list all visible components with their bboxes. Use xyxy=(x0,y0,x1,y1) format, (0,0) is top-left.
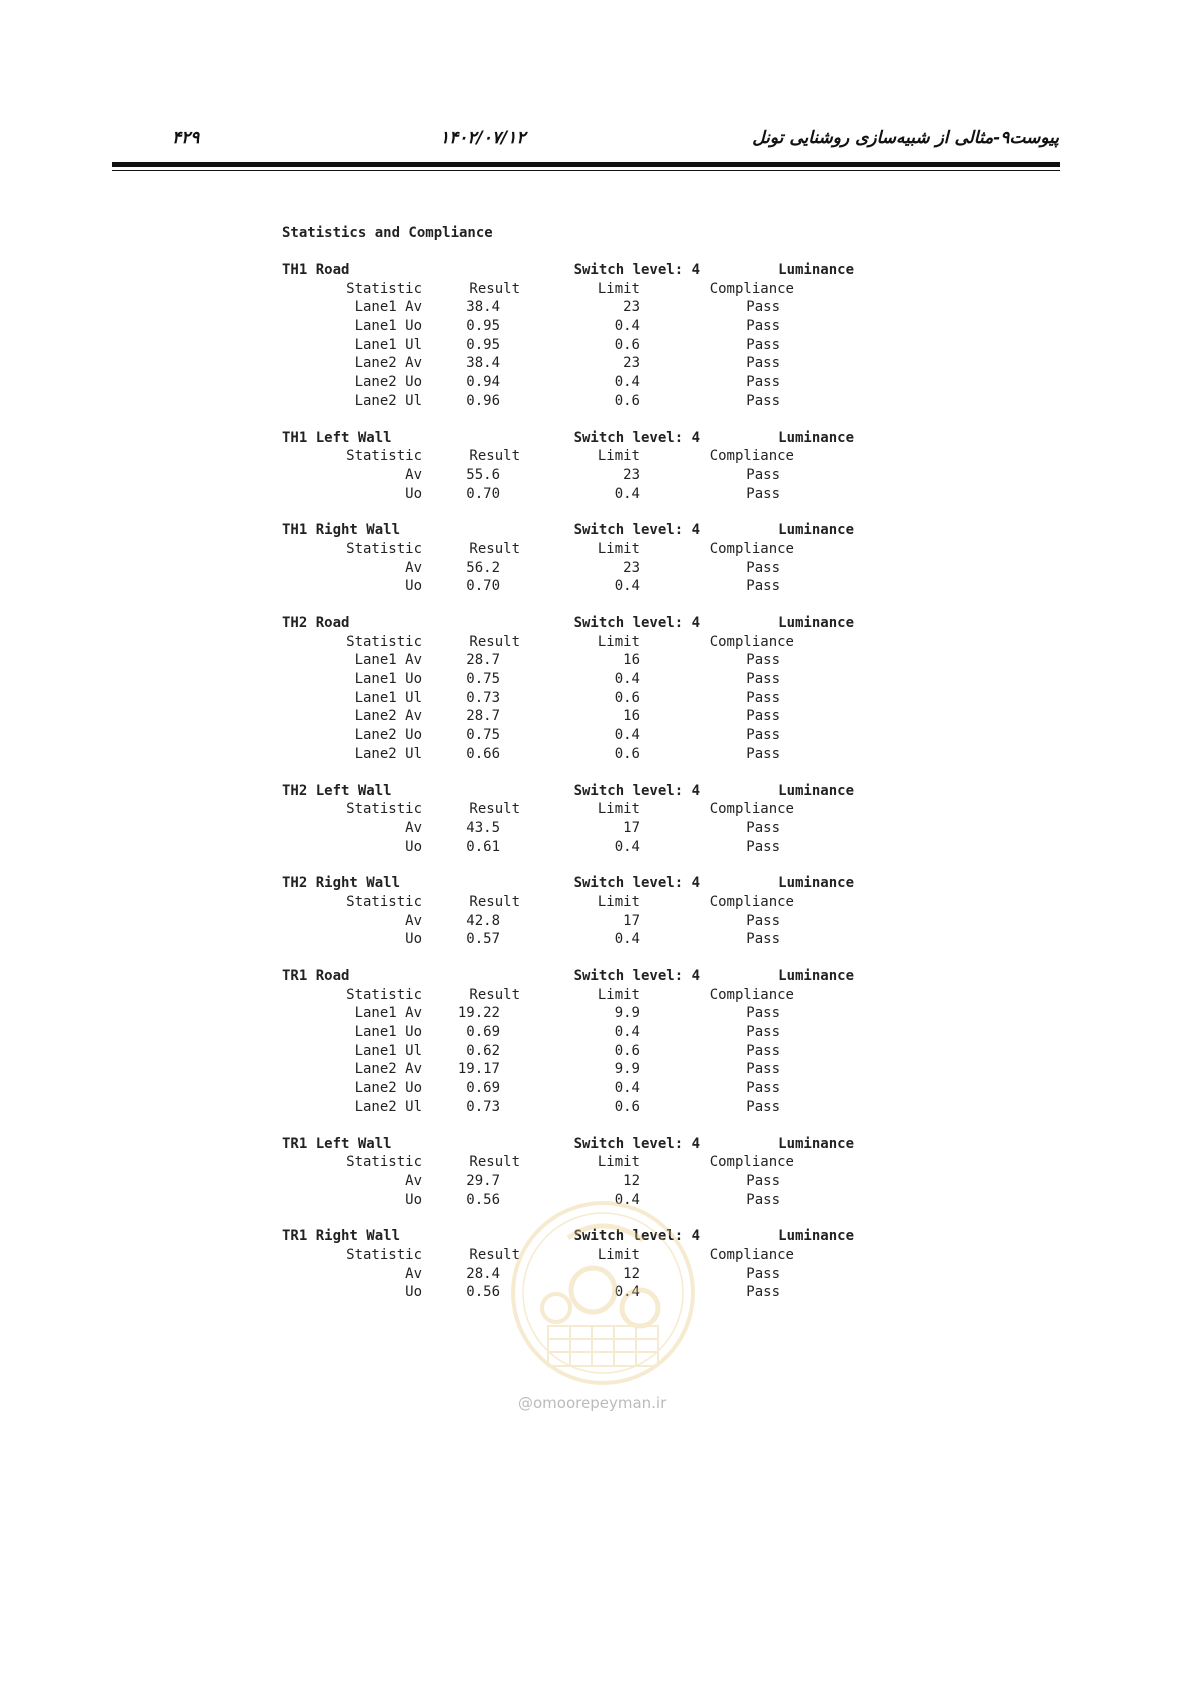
table-cell: Uo xyxy=(405,1284,422,1301)
table-cell: 0.69 xyxy=(466,1080,500,1097)
column-header: Limit xyxy=(597,633,640,650)
table-row xyxy=(282,466,854,485)
switch-level: Switch level: 4 xyxy=(573,968,700,984)
table-cell: Pass xyxy=(746,336,780,353)
table-cell: 0.6 xyxy=(614,1042,640,1059)
table-cell: Pass xyxy=(746,1080,780,1097)
table-cell: Pass xyxy=(746,392,780,409)
column-header: Result xyxy=(469,540,520,557)
section-header xyxy=(282,429,854,448)
header-date: ۱۴۰۲/۰۷/۱۲ xyxy=(440,128,526,148)
table-row xyxy=(282,354,854,373)
table-row xyxy=(282,689,854,708)
section-header xyxy=(282,967,854,986)
table-cell: Pass xyxy=(746,578,780,595)
header-title: پیوست۹-مثالی از شبیه‌سازی روشنایی تونل xyxy=(752,128,1059,148)
table-cell: Pass xyxy=(746,931,780,948)
table-cell: Pass xyxy=(746,355,780,372)
table-row xyxy=(282,651,854,670)
column-header: Limit xyxy=(597,280,640,297)
section-name: TR1 Left Wall xyxy=(282,1135,392,1152)
switch-level: Switch level: 4 xyxy=(573,1228,700,1245)
table-row xyxy=(282,1172,854,1191)
table-cell: Lane2 Ul xyxy=(354,745,422,762)
table-cell: 0.66 xyxy=(466,745,500,762)
section-type: Luminance xyxy=(778,615,854,631)
section-name: TH2 Road xyxy=(282,615,350,631)
column-header: Result xyxy=(469,1154,520,1171)
switch-level: Switch level: 4 xyxy=(573,782,700,799)
column-header: Result xyxy=(469,448,520,465)
table-row xyxy=(282,559,854,578)
section-header xyxy=(282,521,854,540)
section-name: TH1 Road xyxy=(282,262,350,278)
table-cell: Uo xyxy=(405,485,422,502)
table-row xyxy=(282,745,854,764)
switch-level: Switch level: 4 xyxy=(573,1135,700,1152)
table-cell: 42.8 xyxy=(466,912,500,929)
table-cell: 0.4 xyxy=(614,318,640,335)
table-cell: 0.4 xyxy=(614,727,640,744)
table-cell: Pass xyxy=(746,1191,780,1208)
table-cell: 38.4 xyxy=(466,299,500,316)
report-section xyxy=(282,967,854,1117)
table-cell: Lane2 Av xyxy=(354,355,422,372)
report-section xyxy=(282,429,854,504)
column-header: Compliance xyxy=(709,280,794,297)
table-cell: 9.9 xyxy=(614,1061,640,1078)
column-header: Result xyxy=(469,633,520,650)
table-cell: 38.4 xyxy=(466,355,500,372)
table-cell: 17 xyxy=(623,819,640,836)
table-cell: 0.57 xyxy=(466,931,500,948)
report-section xyxy=(282,782,854,857)
table-cell: Pass xyxy=(746,652,780,669)
table-cell: Lane2 Ul xyxy=(354,1098,422,1115)
column-header: Compliance xyxy=(709,986,794,1003)
table-cell: 0.56 xyxy=(466,1191,500,1208)
watermark-logo xyxy=(508,1198,698,1388)
table-cell: Uo xyxy=(405,578,422,595)
column-header: Statistic xyxy=(346,1154,422,1171)
section-header xyxy=(282,874,854,893)
section-type: Luminance xyxy=(778,1228,854,1245)
table-cell: Uo xyxy=(405,838,422,855)
column-header: Statistic xyxy=(346,986,422,1003)
table-cell: 0.4 xyxy=(614,671,640,688)
table-cell: 0.6 xyxy=(614,1098,640,1115)
section-header xyxy=(282,261,854,280)
table-row xyxy=(282,726,854,745)
section-type: Luminance xyxy=(778,875,854,892)
table-cell: Pass xyxy=(746,1265,780,1282)
section-header xyxy=(282,782,854,801)
table-cell: Av xyxy=(405,466,422,483)
table-cell: 0.4 xyxy=(614,1191,640,1208)
column-header: Statistic xyxy=(346,540,422,557)
section-header xyxy=(282,1135,854,1154)
table-row xyxy=(282,838,854,857)
table-row xyxy=(282,317,854,336)
table-cell: Pass xyxy=(746,671,780,688)
table-cell: Lane1 Ul xyxy=(354,336,422,353)
table-cell: Pass xyxy=(746,912,780,929)
table-row xyxy=(282,670,854,689)
table-cell: Pass xyxy=(746,1042,780,1059)
column-header: Compliance xyxy=(709,1246,794,1263)
table-row xyxy=(282,1004,854,1023)
column-header: Limit xyxy=(597,801,640,818)
table-row xyxy=(282,1098,854,1117)
column-header: Statistic xyxy=(346,893,422,910)
report-sections xyxy=(282,261,854,1302)
table-cell: Pass xyxy=(746,708,780,725)
compliance-report xyxy=(282,224,854,1320)
column-header: Limit xyxy=(597,1246,640,1263)
table-cell: Pass xyxy=(746,485,780,502)
table-cell: 23 xyxy=(623,299,640,316)
table-cell: Pass xyxy=(746,318,780,335)
column-header: Compliance xyxy=(709,1154,794,1171)
column-header-row xyxy=(282,893,854,912)
table-cell: Lane2 Uo xyxy=(354,374,422,391)
table-cell: Lane2 Av xyxy=(354,1061,422,1078)
header-rule-thin xyxy=(112,170,1060,171)
column-header: Result xyxy=(469,986,520,1003)
table-cell: Lane1 Ul xyxy=(354,1042,422,1059)
section-type: Luminance xyxy=(778,262,854,278)
section-header xyxy=(282,614,854,633)
section-type: Luminance xyxy=(778,968,854,984)
table-cell: 12 xyxy=(623,1172,640,1189)
table-row xyxy=(282,1079,854,1098)
switch-level: Switch level: 4 xyxy=(573,522,700,539)
section-name: TR1 Road xyxy=(282,968,350,984)
table-row xyxy=(282,577,854,596)
table-cell: 0.6 xyxy=(614,392,640,409)
table-cell: 0.4 xyxy=(614,485,640,502)
table-cell: 23 xyxy=(623,559,640,576)
column-header: Compliance xyxy=(709,801,794,818)
column-header: Compliance xyxy=(709,448,794,465)
table-cell: Pass xyxy=(746,689,780,706)
report-section xyxy=(282,874,854,949)
table-cell: 16 xyxy=(623,708,640,725)
table-cell: Lane1 Uo xyxy=(354,671,422,688)
table-cell: Pass xyxy=(746,1098,780,1115)
table-cell: Pass xyxy=(746,1024,780,1041)
table-cell: 56.2 xyxy=(466,559,500,576)
report-section xyxy=(282,261,854,411)
column-header-row xyxy=(282,447,854,466)
column-header: Statistic xyxy=(346,448,422,465)
table-row xyxy=(282,298,854,317)
table-cell: Uo xyxy=(405,931,422,948)
table-cell: 0.95 xyxy=(466,318,500,335)
table-row xyxy=(282,485,854,504)
table-cell: Pass xyxy=(746,374,780,391)
watermark-text: @omoorepeyman.ir xyxy=(518,1394,667,1412)
column-header: Limit xyxy=(597,893,640,910)
column-header: Compliance xyxy=(709,633,794,650)
table-cell: 28.7 xyxy=(466,708,500,725)
table-cell: Pass xyxy=(746,838,780,855)
table-cell: 19.17 xyxy=(457,1061,500,1078)
table-cell: 0.4 xyxy=(614,931,640,948)
column-header: Compliance xyxy=(709,540,794,557)
switch-level: Switch level: 4 xyxy=(573,615,700,631)
table-cell: 0.4 xyxy=(614,374,640,391)
column-header: Statistic xyxy=(346,801,422,818)
report-title: Statistics and Compliance xyxy=(282,225,493,241)
table-cell: 0.75 xyxy=(466,727,500,744)
report-section xyxy=(282,521,854,596)
table-cell: Av xyxy=(405,912,422,929)
column-header: Limit xyxy=(597,986,640,1003)
table-cell: 28.4 xyxy=(466,1265,500,1282)
table-cell: 0.6 xyxy=(614,336,640,353)
table-cell: Pass xyxy=(746,745,780,762)
table-cell: Pass xyxy=(746,466,780,483)
table-row xyxy=(282,912,854,931)
table-cell: Pass xyxy=(746,1061,780,1078)
table-cell: 0.6 xyxy=(614,745,640,762)
table-cell: Pass xyxy=(746,1005,780,1022)
table-cell: 19.22 xyxy=(457,1005,500,1022)
table-cell: Lane2 Av xyxy=(354,708,422,725)
table-row xyxy=(282,1042,854,1061)
table-cell: Av xyxy=(405,1172,422,1189)
table-cell: 0.94 xyxy=(466,374,500,391)
column-header: Result xyxy=(469,893,520,910)
section-name: TH1 Right Wall xyxy=(282,522,401,539)
switch-level: Switch level: 4 xyxy=(573,262,700,278)
column-header: Limit xyxy=(597,1154,640,1171)
section-name: TH2 Right Wall xyxy=(282,875,401,892)
table-row xyxy=(282,373,854,392)
header-rule-thick xyxy=(112,162,1060,167)
column-header: Statistic xyxy=(346,1246,422,1263)
table-cell: Lane1 Av xyxy=(354,299,422,316)
column-header: Statistic xyxy=(346,633,422,650)
section-type: Luminance xyxy=(778,1135,854,1152)
table-cell: Lane2 Ul xyxy=(354,392,422,409)
table-row xyxy=(282,930,854,949)
table-cell: Lane1 Av xyxy=(354,1005,422,1022)
column-header-row xyxy=(282,280,854,299)
table-cell: 12 xyxy=(623,1265,640,1282)
column-header: Statistic xyxy=(346,280,422,297)
section-type: Luminance xyxy=(778,522,854,539)
column-header-row xyxy=(282,540,854,559)
column-header: Result xyxy=(469,801,520,818)
table-cell: Lane1 Uo xyxy=(354,318,422,335)
section-name: TH1 Left Wall xyxy=(282,429,392,446)
table-row xyxy=(282,336,854,355)
table-cell: 55.6 xyxy=(466,466,500,483)
column-header-row xyxy=(282,800,854,819)
section-type: Luminance xyxy=(778,782,854,799)
column-header: Limit xyxy=(597,448,640,465)
table-cell: Pass xyxy=(746,299,780,316)
column-header: Result xyxy=(469,1246,520,1263)
table-cell: 0.96 xyxy=(466,392,500,409)
table-cell: 0.56 xyxy=(466,1284,500,1301)
section-name: TR1 Right Wall xyxy=(282,1228,401,1245)
switch-level: Switch level: 4 xyxy=(573,429,700,446)
table-cell: 28.7 xyxy=(466,652,500,669)
table-cell: Lane2 Uo xyxy=(354,1080,422,1097)
table-cell: Pass xyxy=(746,1284,780,1301)
column-header: Limit xyxy=(597,540,640,557)
column-header-row xyxy=(282,986,854,1005)
table-cell: 0.69 xyxy=(466,1024,500,1041)
table-cell: 17 xyxy=(623,912,640,929)
table-cell: 0.70 xyxy=(466,485,500,502)
table-cell: Lane2 Uo xyxy=(354,727,422,744)
table-cell: 0.75 xyxy=(466,671,500,688)
table-cell: 0.4 xyxy=(614,1080,640,1097)
page-number: ۴۲۹ xyxy=(172,128,200,148)
table-cell: 0.4 xyxy=(614,1284,640,1301)
table-cell: Pass xyxy=(746,819,780,836)
switch-level: Switch level: 4 xyxy=(573,875,700,892)
report-section xyxy=(282,614,854,764)
table-cell: Pass xyxy=(746,1172,780,1189)
column-header: Compliance xyxy=(709,893,794,910)
table-row xyxy=(282,392,854,411)
table-cell: 0.70 xyxy=(466,578,500,595)
table-cell: 43.5 xyxy=(466,819,500,836)
table-row xyxy=(282,1023,854,1042)
table-cell: 0.4 xyxy=(614,578,640,595)
table-cell: 0.4 xyxy=(614,838,640,855)
table-cell: Av xyxy=(405,559,422,576)
table-cell: Av xyxy=(405,1265,422,1282)
table-cell: 0.61 xyxy=(466,838,500,855)
table-cell: 23 xyxy=(623,466,640,483)
table-cell: 23 xyxy=(623,355,640,372)
table-cell: 0.4 xyxy=(614,1024,640,1041)
table-cell: Lane1 Av xyxy=(354,652,422,669)
table-cell: Lane1 Ul xyxy=(354,689,422,706)
table-cell: 16 xyxy=(623,652,640,669)
table-row xyxy=(282,707,854,726)
table-row xyxy=(282,1060,854,1079)
column-header-row xyxy=(282,1153,854,1172)
section-type: Luminance xyxy=(778,429,854,446)
table-cell: 0.73 xyxy=(466,1098,500,1115)
table-cell: 9.9 xyxy=(614,1005,640,1022)
table-cell: Uo xyxy=(405,1191,422,1208)
table-row xyxy=(282,819,854,838)
section-name: TH2 Left Wall xyxy=(282,782,392,799)
column-header-row xyxy=(282,633,854,652)
table-cell: 0.6 xyxy=(614,689,640,706)
table-cell: Av xyxy=(405,819,422,836)
column-header: Result xyxy=(469,280,520,297)
table-cell: 0.62 xyxy=(466,1042,500,1059)
table-cell: Pass xyxy=(746,727,780,744)
table-cell: Lane1 Uo xyxy=(354,1024,422,1041)
table-cell: 0.95 xyxy=(466,336,500,353)
table-cell: 29.7 xyxy=(466,1172,500,1189)
table-cell: Pass xyxy=(746,559,780,576)
table-cell: 0.73 xyxy=(466,689,500,706)
